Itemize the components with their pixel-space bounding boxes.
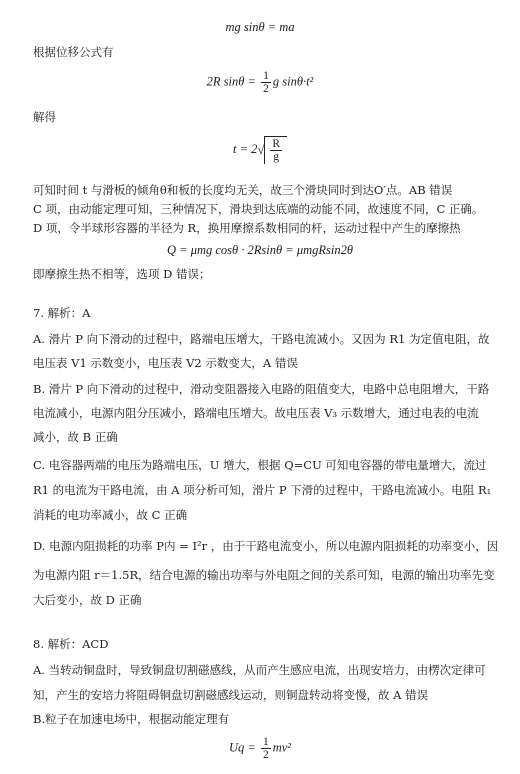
- fraction: $\frac{1}{2}$: [262, 736, 269, 761]
- text-line: 电流减小，电源内阻分压减小，路端电压增大。故电压表 V₃ 示数增大，通过电表的电流: [33, 406, 479, 420]
- question-7-heading: 7. 解析：A: [33, 306, 91, 320]
- sqrt-symbol: √: [257, 142, 265, 157]
- question-8-heading: 8. 解析：ACD: [33, 637, 109, 651]
- equation-displacement: 2R sinθ = $\frac{1}{2}$ g sinθ·t²: [206, 70, 314, 95]
- text-line: 大后变小，故 D 正确: [33, 593, 142, 607]
- text-line: A. 滑片 P 向下滑动的过程中，路端电压增大，干路电流减小。又因为 R1 为定值电阻，故: [33, 332, 490, 346]
- text-line: 减小，故 B 正确: [33, 430, 118, 444]
- equation-force: mg sinθ = ma: [225, 20, 295, 34]
- text-line: C 项，由动能定理可知，三种情况下，滑块到达底端的动能不同，故速度不同，C 正确。: [33, 202, 484, 216]
- fraction: $\frac{R}{g}$: [272, 138, 280, 163]
- text-line: 知，产生的安培力将阻碍铜盘切割磁感线运动，则铜盘转动将变慢，故 A 错误: [33, 688, 429, 702]
- text-line: C. 电容器两端的电压为路端电压，U 增大，根据 Q=CU 可知电容器的带电量增大，流过: [33, 458, 487, 472]
- text-line: 消耗的电功率减小，故 C 正确: [33, 508, 188, 522]
- text-line: 解得: [33, 110, 56, 124]
- equation-time: t = 2√ $\frac{R}{g}$: [0, 136, 520, 164]
- text-line: B. 滑片 P 向下滑动的过程中，滑动变阻器接入电路的阻值变大，电路中总电阻增大，干路: [33, 382, 490, 396]
- equation-kinetic-energy: Uq = $\frac{1}{2}$ mv²: [228, 736, 292, 761]
- text-line: B.粒子在加速电场中，根据动能定理有: [33, 712, 230, 726]
- equation-friction-heat: Q = μmg cosθ · 2Rsinθ = μmgRsin2θ: [166, 243, 354, 257]
- text-line: 即摩擦生热不相等，选项 D 错误；: [33, 267, 211, 281]
- text-line: A. 当转动铜盘时，导致铜盘切割磁感线，从而产生感应电流，出现安培力，由楞次定律可: [33, 663, 486, 677]
- text-line: 为电源内阻 r＝1.5R，结合电源的输出功率与外电阻之间的关系可知，电源的输出功率先变: [33, 568, 495, 582]
- text-line: 根据位移公式有: [33, 45, 114, 59]
- fraction: $\frac{1}{2}$: [263, 70, 269, 95]
- text-line: 可知时间 t 与滑板的倾角θ和板的长度均无关，故三个滑块同时到达O′点。AB 错误: [33, 183, 453, 197]
- text-line: D 项，令半球形容器的半径为 R，换用摩擦系数相同的杆，运动过程中产生的摩擦热: [33, 221, 461, 235]
- text-line: D. 电源内阻损耗的功率 P内 = I²r ，由于干路电流变小，所以电源内阻损耗的功率变小，因: [33, 539, 499, 553]
- text-line: R1 的电流为干路电流，由 A 项分析可知，滑片 P 下滑的过程中，干路电流减小。电阻 R₁: [33, 483, 492, 497]
- text-line: 电压表 V1 示数变小，电压表 V2 示数变大，A 错误: [33, 356, 298, 370]
